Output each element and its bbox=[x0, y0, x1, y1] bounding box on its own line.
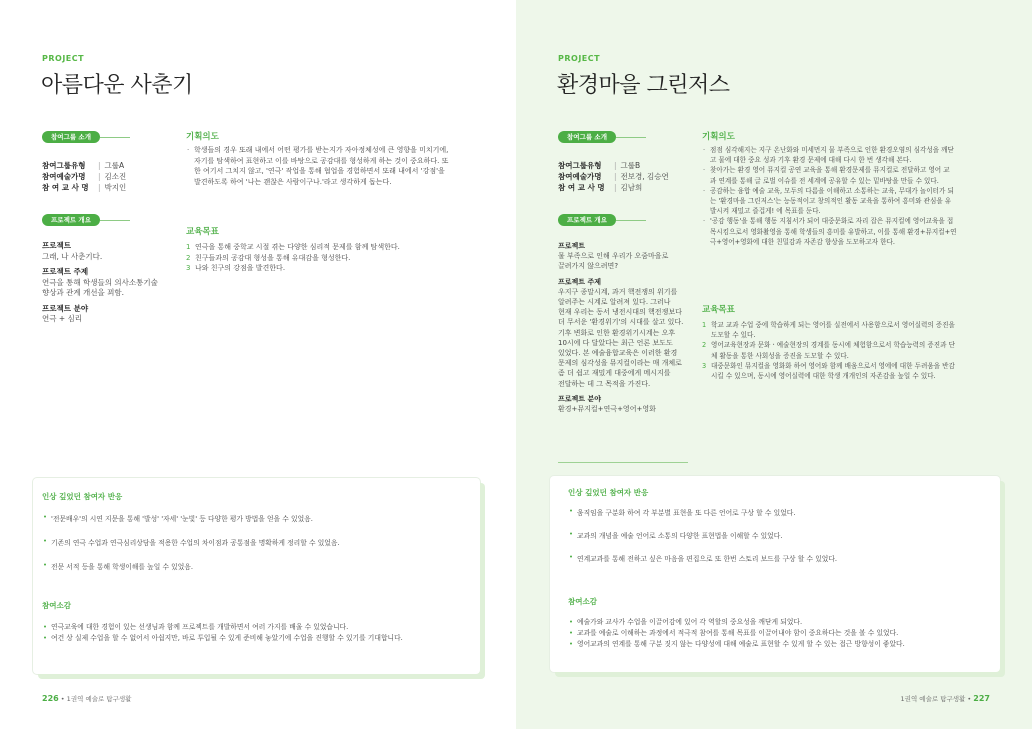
intent-heading: 기획의도 bbox=[702, 132, 735, 142]
participants-pill: 참여그룹 소개 bbox=[558, 131, 616, 143]
thoughts-heading: 참여소감 bbox=[568, 597, 597, 606]
thoughts-heading: 참여소감 bbox=[42, 601, 71, 610]
goal-list: 1 학교 교과 수업 중에 학습하게 되는 영어를 실전에서 사용함으로서 영어실력의 증진을 도모할 수 있다. 2 영어교육현장과 문화ㆍ예술현장의 경계를 동시에 체험함으로서 학습능력의 증진과 단 체 활동을 통한 사회성을 증진을 도모할 수 있다. 3 대중문화인 뮤지컬을 영화화 하여 영어와 함께 배움으로서 영에에 대한 두려움을 반감 시킬 수 있으며, 동시에 영어실력에 대한 학생 개개인의 자존감을 높일 수 있다. bbox=[702, 321, 955, 381]
right-page bbox=[516, 0, 1032, 729]
divider bbox=[100, 137, 130, 138]
intent-list: · 점점 심각해지는 지구 온난화와 미세먼지 물 부족으로 인한 환경오염의 심각성을 깨닫 고 물에 대한 중요 성과 기후 환경 문제에 대해 다시 한 번 생각해 본다. · 찾아가는 환경 영어 뮤지컬 공연 교육을 통해 환경문제를 뮤지컬로 전달하고 영어 교 과 연계를 통해 글 로벌 이슈를 전 세계에 공유할 수 있는 밑바탕을 만들 수 있다. · 공감하는 융합 예술 교육, 모두의 다름을 이해하고 소통하는 교육, 무대가 놀이터가 되 는 '환경마을 그린저스'는 능동적이고 창의적인 활동 교육을 통하여 흥미와 관심을 유 발시켜 재밌고 즐겁게! 에 목표를 둔다. · '공감 행동'을 통해 행동 지침서가 되어 대중문화로 자리 잡은 뮤지컬에 영어교육을 접 목시킴으로서 영화촬영을 통해 학생들의 흥미를 유발하고, 이를 통해 환경+뮤지컬+연 극+영어+영화에 대한 친밀감과 자존감 향상을 도모하고자 한다. bbox=[702, 145, 1002, 247]
overview-pill: 프로젝트 개요 bbox=[42, 214, 100, 226]
intent-list: · 학생들의 경우 또래 내에서 어떤 평가를 받는지가 자아정체성에 큰 영향을 미치기에, 자기를 탐색하여 표현하고 이를 바탕으로 공감대를 형성하게 하는 것이 중요하다. 또 한 여기서 그치지 않고, '연극' 작업을 통해 협업을 경험하면서 또래 내에서 '강점'을 발견하도록 하여 '나는 괜찮은 사람이구나.'라고 생각하게 돕는다. bbox=[186, 145, 476, 187]
page-footer bbox=[901, 694, 990, 703]
participant-row: 참여그룹유형 | 그룹B bbox=[558, 161, 641, 170]
participant-row: 참 여 교 사 명 | 김남희 bbox=[558, 183, 643, 192]
page-footer bbox=[42, 694, 131, 703]
participant-row: 참여그룹유형 | 그룹A bbox=[42, 161, 125, 170]
goal-heading: 교육목표 bbox=[702, 305, 735, 315]
project-label: PROJECT bbox=[42, 54, 85, 63]
thoughts-list: • 예술가와 교사가 수업을 이끌어감에 있어 각 역할의 중요성을 깨닫게 되었다. • 교과를 예술로 이해하는 과정에서 적극적 참여를 통해 목표를 이끌어내야 함이 중요하다는 것을 볼 수 있었다. • 영어교과의 연계를 통해 구분 짓지 않는 다양성에 대해 예술로 표현할 수 있게 할 수 있는 접근 방향성이 좋았다. bbox=[568, 617, 905, 650]
page-number: 226 bbox=[42, 694, 59, 703]
reaction-heading: 인상 깊었던 참여자 반응 bbox=[42, 492, 123, 501]
footer-text: 1권역 예술로 탐구생활 • bbox=[900, 695, 972, 703]
reaction-card bbox=[33, 478, 480, 674]
reaction-list: • '전문배우'의 시연 지문을 통해 '발성' '자세' '눈빛' 등 다양한 평가 방법을 얻을 수 있었음. • 기존의 연극 수업과 연극심리상담을 적용한 수업의 차이점과 공통점을 명확하게 정리할 수 있었음. • 전문 서적 등을 통해 학생이해를 높일 수 있었음. bbox=[42, 513, 340, 571]
overview-block: 프로젝트 그래, 나 사춘기다. 프로젝트 주제 연극을 통해 학생들의 의사소통기술 향상과 관계 개선을 꾀함. 프로젝트 분야 연극 + 심리 bbox=[42, 241, 158, 323]
divider bbox=[616, 220, 646, 221]
reaction-heading: 인상 깊었던 참여자 반응 bbox=[568, 488, 649, 497]
participants-info bbox=[42, 160, 126, 193]
overview-block: 프로젝트 물 부족으로 인해 우리가 오줌마을로 끌려가지 않으려면? 프로젝트 주제 우지구 종말시계, 과거 핵전쟁의 위기를 알려주는 시계로 알려져 있다. 그러나 현재 우리는 동서 냉전시대의 핵전쟁보다 더 무서운 '환경위기'의 시대를 살고 있다. 기후 변화로 인한 환경위기시계는 오후 10시에 다 달았다는 최근 언론 보도도 있었다. 본 예술융합교육은 이러한 환경 문제의 심각성을 뮤지컬이라는 매 개체로 좀 더 쉽고 재밌게 대중에게 메시지를 전달하는 데 그 목적을 가진다. 프로젝트 분야 환경+뮤지컬+연극+영어+영화 bbox=[558, 242, 684, 414]
intent-heading: 기획의도 bbox=[186, 132, 219, 142]
divider bbox=[616, 137, 646, 138]
page-number: 227 bbox=[973, 694, 990, 703]
project-label: PROJECT bbox=[558, 54, 601, 63]
participant-row: 참여예술가명 | 전보경, 김승연 bbox=[558, 172, 669, 181]
participants-info bbox=[558, 160, 669, 193]
reaction-list: • 움직임을 구분화 하여 각 부분별 표현을 또 다른 언어로 구상 할 수 있었다. • 교과의 개념을 예술 언어로 소통의 다양한 표현법을 이해할 수 있었다. • 연계교과를 통해 전하고 싶은 마음을 편집으로 또 한번 스토리 보드를 구상 할 수 있었다. bbox=[568, 507, 837, 563]
thoughts-list: • 연극교육에 대한 경험이 있는 선생님과 함께 프로젝트를 개발하면서 여러 가지를 배울 수 있었습니다. • 여건 상 실제 수업을 할 수 없어서 아쉽지만, 바로 투입될 수 있게 준비해 놓았기에 수업을 진행할 수 있기를 기대합니다. bbox=[42, 622, 403, 644]
footer-text: • 1권역 예술로 탐구생활 bbox=[60, 695, 132, 703]
goal-heading: 교육목표 bbox=[186, 227, 219, 237]
divider bbox=[558, 462, 688, 463]
page-title: 환경마을 그린저스 bbox=[557, 73, 730, 98]
participants-pill: 참여그룹 소개 bbox=[42, 131, 100, 143]
reaction-card bbox=[550, 476, 1000, 672]
participant-row: 참 여 교 사 명 | 박지인 bbox=[42, 183, 127, 192]
goal-list: 1 연극을 통해 중학교 시절 겪는 다양한 심리적 문제를 함께 탐색한다. 2 친구들과의 공감대 형성을 통해 유대감을 형성한다. 3 나와 친구의 강점을 발견한다. bbox=[186, 243, 400, 272]
participant-row: 참여예술가명 | 김소진 bbox=[42, 172, 127, 181]
overview-pill: 프로젝트 개요 bbox=[558, 214, 616, 226]
divider bbox=[100, 220, 130, 221]
page-title: 아름다운 사춘기 bbox=[41, 73, 193, 98]
